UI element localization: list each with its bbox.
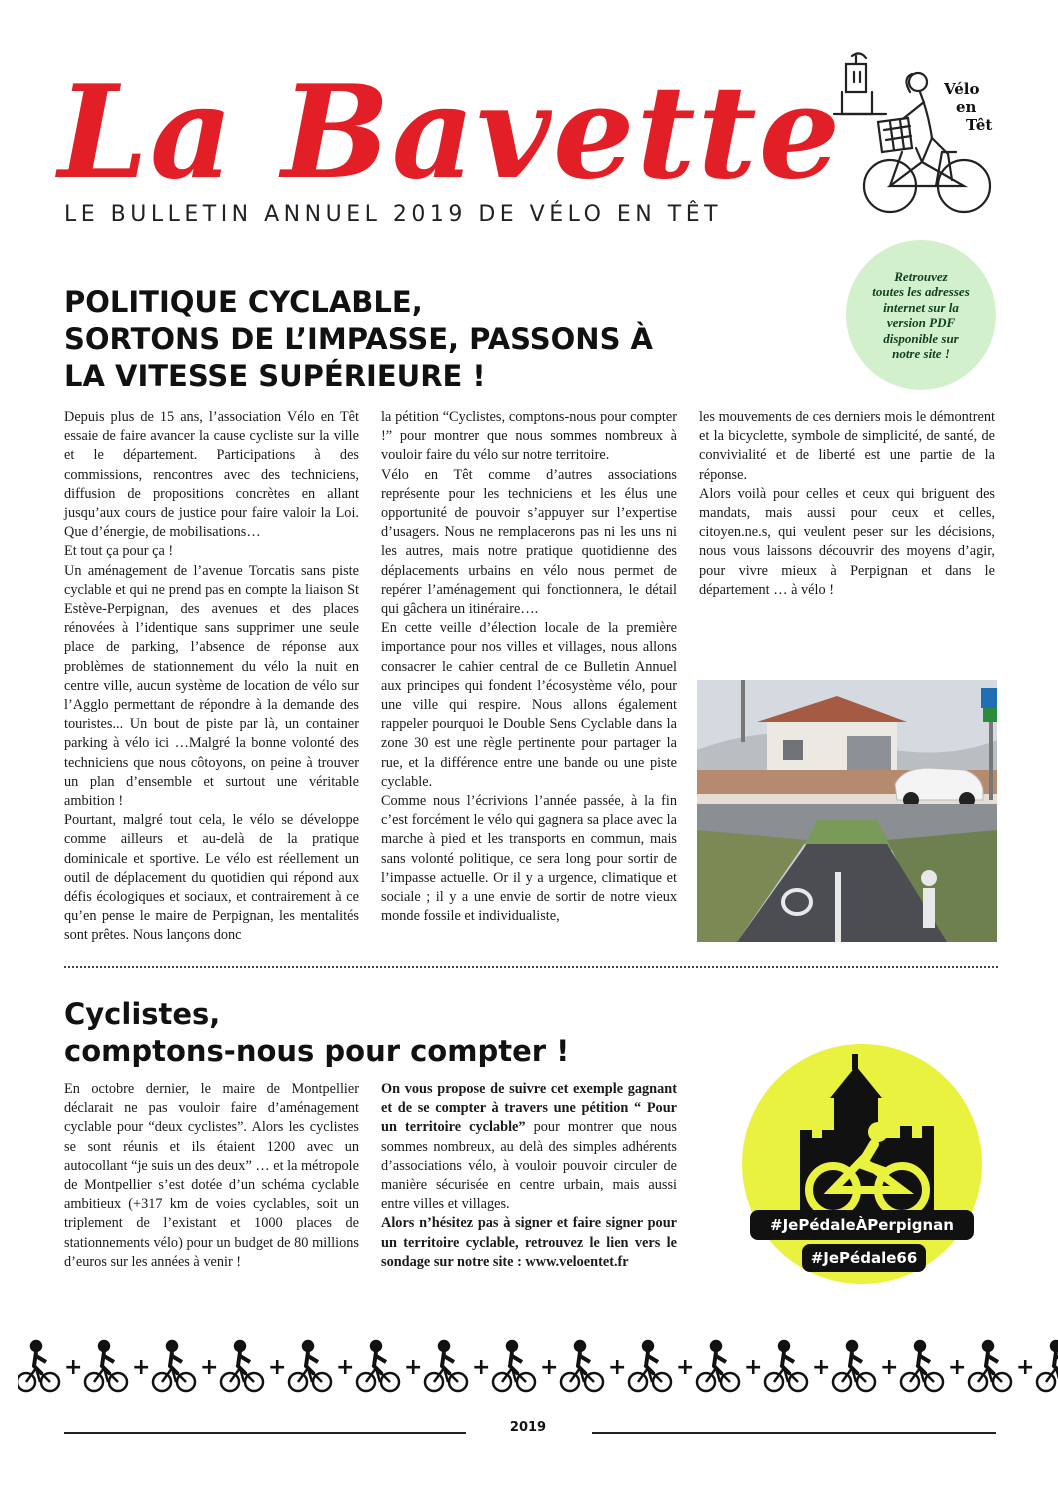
cyclist-icon <box>289 1341 331 1391</box>
paragraph: En octobre dernier, le maire de Montpellier déclarait ne pas vouloir faire d’aménagement cyclable pour “deux cyclistes”. Alors les cyclistes se sont réunis et ils étaient 1200 avec un autocollant “je suis un des deux” … et la métropole de Montpellier s’est dotée d’un schéma cyclable ambitieux (+317 km de voies cyclables, soit un triplement de l’existant et 1000 places de stationnements vélo) pour un budget de 80 millions d’euros sur les années à venir ! <box>64 1081 359 1270</box>
plus-icon: + <box>676 1355 695 1380</box>
logo-text-tet: Têt <box>966 116 993 134</box>
paragraph: En cette veille d’élection locale de la première importance pour nos villes et villages, nous allons consacrer le cahier central de ce Bulletin Annuel aux principes qui fondent l’écosystème vélo, pour une ville qui respire. Nous allons également rappeler pourquoi le Double Sens Cyclable dans la zone 30 est une règle pertinente pour partager la rue, et la différence entre une bande ou une piste cyclable. <box>381 620 677 790</box>
footer-rule-left <box>64 1432 466 1434</box>
note-line: disponible sur <box>883 330 959 346</box>
note-line: internet sur la <box>883 299 959 315</box>
cyclist-icon <box>1037 1341 1058 1391</box>
article1-column-2 <box>381 408 677 926</box>
footer-rule-right <box>592 1432 996 1434</box>
note-line: Retrouvez <box>894 268 948 284</box>
plus-icon: + <box>132 1355 151 1380</box>
logo-text-velo: Vélo <box>944 80 980 98</box>
note-line: notre site ! <box>892 346 950 361</box>
paragraph: Comme nous l’écrivions l’année passée, à la fin c’est forcément le vélo qui gagnera sa place avec la marche à pied et les transports en commun, mais sans volonté politique, ce sera long pour sortir de l’impasse actuelle. Or il y a urgence, climatique et sociale ; il y a une envie de sortir de notre vieux monde fossile et individualiste, <box>381 793 677 925</box>
velo-en-tet-logo <box>832 52 1012 220</box>
headline-line: SORTONS DE L’IMPASSE, PASSONS À <box>64 322 653 356</box>
paragraph: Pourtant, malgré tout cela, le vélo se développe comme ailleurs et au-delà de la pratique dominicale et sportive. Le vélo est réellement un outil de déplacement du quotidien qui répond aux défis écologiques et sociaux, et contrairement à ce qu’en pense le maire de Perpignan, les mentalités sont prêtes. Nous lançons donc <box>64 812 359 944</box>
note-line: version PDF <box>886 315 956 330</box>
section-divider <box>64 966 998 968</box>
bike-lane-photo <box>697 680 997 942</box>
cyclist-border <box>18 1338 1058 1396</box>
cyclist-icon <box>969 1341 1011 1391</box>
newsletter-title: La Bavette <box>58 58 843 208</box>
paragraph: Depuis plus de 15 ans, l’association Vélo en Têt essaie de faire avancer la cause cycliste sur la ville et le département. Participations à des commissions, rencontres avec des techniciens, diffusion de propositions concrètes en allant jusqu’aux cours de justice pour faire valoir la Loi. Que d’énergie, de mobilisations… <box>64 409 359 541</box>
plus-icon: + <box>608 1355 627 1380</box>
jepedale-badge <box>738 1040 986 1288</box>
plus-icon: + <box>744 1355 763 1380</box>
headline-line: POLITIQUE CYCLABLE, <box>64 285 423 319</box>
cyclist-icon <box>357 1341 399 1391</box>
cyclist-icon <box>493 1341 535 1391</box>
plus-icon: + <box>64 1355 83 1380</box>
plus-icon: + <box>200 1355 219 1380</box>
plus-icon: + <box>540 1355 559 1380</box>
cyclist-icon <box>18 1341 59 1391</box>
plus-icon: + <box>880 1355 899 1380</box>
cyclist-icon <box>153 1341 195 1391</box>
cyclist-row-icon <box>18 1338 1058 1396</box>
cyclist-icon <box>561 1341 603 1391</box>
cyclist-icon <box>221 1341 263 1391</box>
headline-line: comptons-nous pour compter ! <box>64 1034 570 1068</box>
article2-column-1 <box>64 1080 359 1272</box>
plus-icon: + <box>948 1355 967 1380</box>
article1-headline <box>64 284 764 395</box>
note-line: toutes les adresses <box>872 284 970 299</box>
body-text: pour montrer que nous sommes nombreux, au delà des simples adhérents d’associations vélo, à vouloir pouvoir circuler de manière sécurisée en centre urbain, mais aussi entre villes et villages. <box>381 1119 678 1213</box>
paragraph: les mouvements de ces derniers mois le démontrent et la bicyclette, symbole de simplicité, de santé, de convivialité et de liberté est une partie de la réponse. <box>699 409 995 483</box>
article1-column-3 <box>699 408 995 600</box>
plus-icon: + <box>404 1355 423 1380</box>
headline-line: Cyclistes, <box>64 997 221 1031</box>
article2-column-2 <box>381 1080 677 1272</box>
hashtag-perpignan: #JePédaleÀPerpignan <box>770 1216 954 1234</box>
cyclist-icon <box>629 1341 671 1391</box>
paragraph: la pétition “Cyclistes, comptons-nous pour compter !” pour montrer que nous sommes nombreux à vouloir faire du vélo sur notre territoire. <box>381 409 677 464</box>
plus-icon: + <box>336 1355 355 1380</box>
hashtag-66: #JePédale66 <box>810 1249 918 1267</box>
article1-column-1 <box>64 408 359 946</box>
paragraph: Alors voilà pour celles et ceux qui briguent des mandats, mais aussi pour ceux et celles, citoyen.ne.s, qui veulent peser sur les décisions, nous vous laissons découvrir des moyens d’agir, pour vivre mieux à Perpignan et dans le département … à vélo ! <box>699 485 995 598</box>
paragraph: Vélo en Têt comme d’autres associations représente pour les techniciens et les élus une opportunité de pouvoir s’appuyer sur l’expertise d’usagers. Nous ne remplacerons pas ni les uns ni les autres, mais notre pratique quotidienne des déplacements urbains en vélo nous permet de repérer l’aménagement qui fonctionnera, le détail qui gâchera un itinéraire…. <box>381 466 677 618</box>
cyclist-icon <box>901 1341 943 1391</box>
plus-icon: + <box>472 1355 491 1380</box>
bold-text: Alors n’hésitez pas à signer et faire signer pour un territoire cyclable, retrouvez le lien vers le sondage sur notre site : www.veloentet.fr <box>381 1215 677 1270</box>
newsletter-subtitle: LE BULLETIN ANNUEL 2019 DE VÉLO EN TÊT <box>64 202 723 227</box>
plus-icon: + <box>812 1355 831 1380</box>
plus-icon: + <box>1016 1355 1035 1380</box>
pdf-version-note <box>846 240 996 390</box>
paragraph: Et tout ça pour ça ! <box>64 543 174 560</box>
paragraph <box>381 1080 677 1214</box>
article2-headline <box>64 996 724 1070</box>
cyclist-icon <box>85 1341 127 1391</box>
cyclist-icon <box>697 1341 739 1391</box>
bold-text: On vous propose de suivre cet exemple gagnant et de se compter à travers une pétition “ Pour un territoire cyclable” <box>381 1081 677 1136</box>
cyclist-icon <box>833 1341 875 1391</box>
logo-text-en: en <box>956 98 977 116</box>
cyclist-icon <box>765 1341 807 1391</box>
paragraph <box>381 1214 677 1272</box>
cyclist-sketch-icon <box>832 52 1012 220</box>
cyclist-icon <box>425 1341 467 1391</box>
headline-line: LA VITESSE SUPÉRIEURE ! <box>64 359 486 393</box>
plus-icon: + <box>268 1355 287 1380</box>
footer-year: 2019 <box>509 1420 547 1435</box>
paragraph: Un aménagement de l’avenue Torcatis sans piste cyclable et qui ne prend pas en compte la liaison St Estève-Perpignan, des avenues et des places rénovées à l’identique sans supprimer une seule place de parking, l’absence de réponse aux problèmes de stationnement du vélo la nuit en centre ville, aucun système de location de vélo sur l’Agglo permettant de répondre à la demande des touristes... Un bout de piste par là, un container parking à vélo ici …Malgré la bonne volonté des techniciens que nous côtoyons, on peine à trouver un plan d’ensemble et surtout une véritable ambition ! <box>64 562 359 810</box>
